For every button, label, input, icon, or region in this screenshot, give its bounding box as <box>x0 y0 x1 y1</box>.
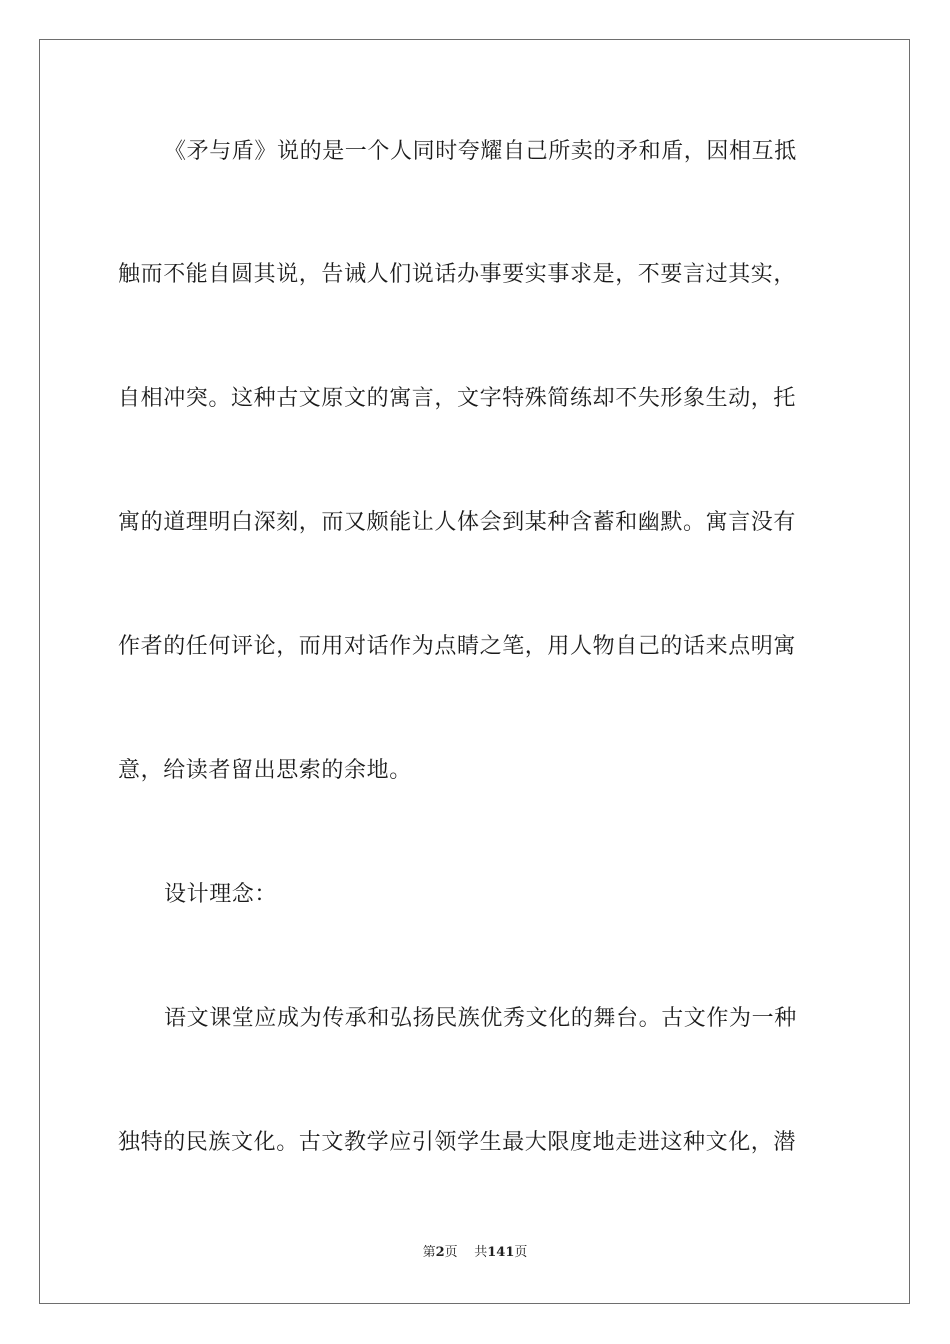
total-prefix: 共 <box>474 1245 488 1260</box>
page-suffix: 页 <box>444 1245 458 1260</box>
page-footer <box>0 1244 950 1262</box>
paragraph-line: 《矛与盾》说的是一个人同时夸耀自己所卖的矛和盾，因相互抵 <box>164 139 797 164</box>
paragraph-line: 触而不能自圆其说，告诫人们说话办事要实事求是，不要言过其实， <box>118 262 797 287</box>
page-number: 2 <box>435 1245 445 1260</box>
page-border <box>39 39 910 1304</box>
paragraph-line: 自相冲突。这种古文原文的寓言，文字特殊简练却不失形象生动，托 <box>118 386 797 411</box>
total-pages: 141 <box>487 1245 515 1260</box>
section-heading: 设计理念： <box>164 882 278 907</box>
paragraph-line: 寓的道理明白深刻，而又颇能让人体会到某种含蓄和幽默。寓言没有 <box>118 510 797 535</box>
paragraph-line: 作者的任何评论，而用对话作为点睛之笔，用人物自己的话来点明寓 <box>118 634 797 659</box>
paragraph-line: 意，给读者留出思索的余地。 <box>118 758 412 783</box>
total-suffix: 页 <box>514 1245 528 1260</box>
paragraph-line: 语文课堂应成为传承和弘扬民族优秀文化的舞台。古文作为一种 <box>164 1006 797 1031</box>
page-prefix: 第 <box>422 1245 436 1260</box>
paragraph-line: 独特的民族文化。古文教学应引领学生最大限度地走进这种文化，潜 <box>118 1130 797 1155</box>
